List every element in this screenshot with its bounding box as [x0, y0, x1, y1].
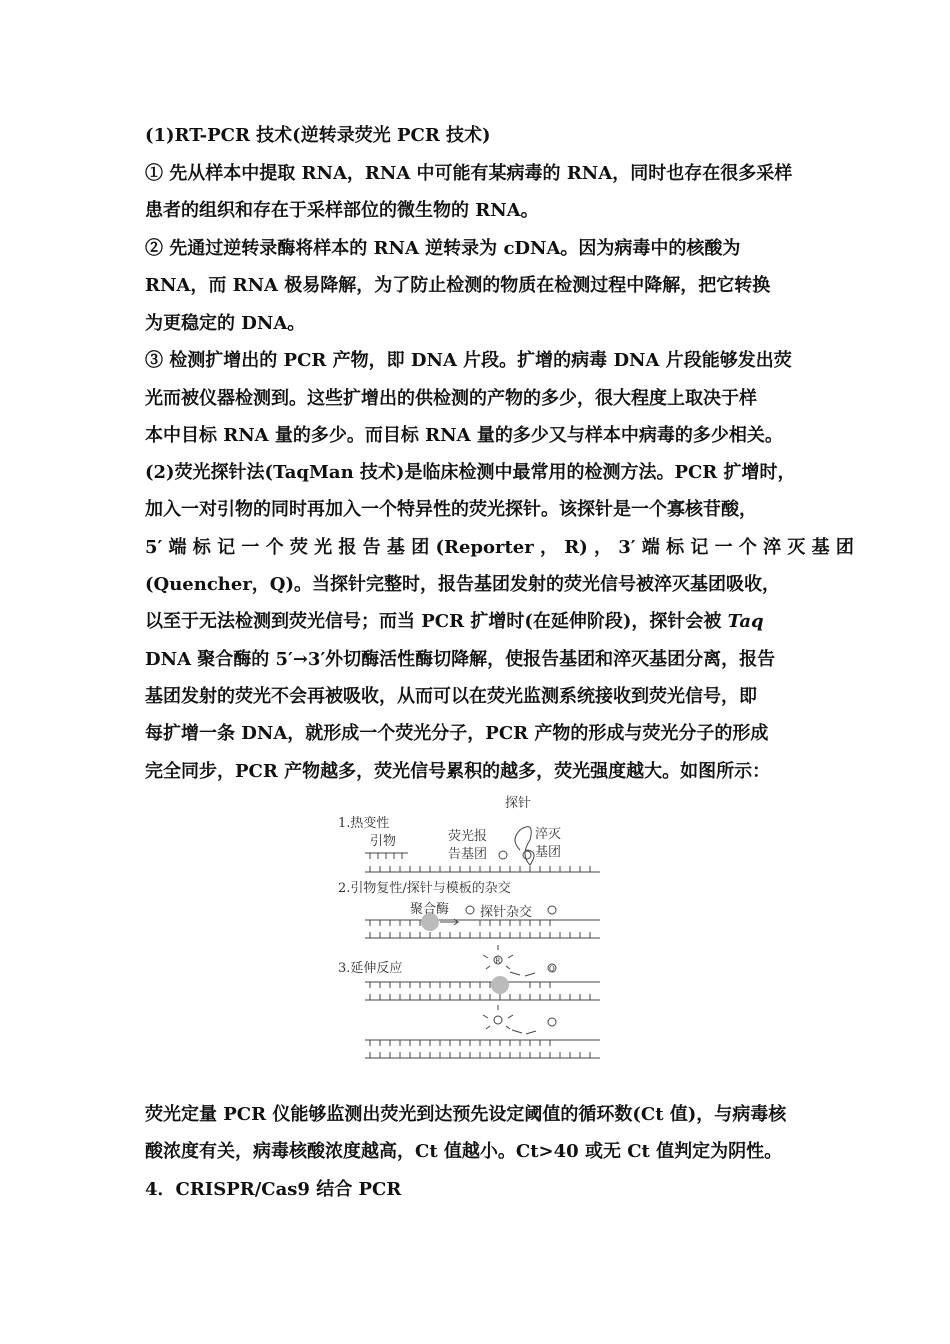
label-r: R	[495, 957, 501, 965]
text-line-with-taq	[145, 609, 825, 635]
label-step3: 3.延伸反应	[338, 961, 403, 976]
text-line: 每扩增一条 DNA，就形成一个荧光分子，PCR 产物的形成与荧光分子的形成	[145, 723, 769, 744]
section-heading: 4．CRISPR/Cas9 结合 PCR	[145, 1179, 402, 1200]
text-line: 患者的组织和存在于采样部位的微生物的 RNA。	[145, 200, 539, 221]
taqman-diagram	[330, 790, 620, 1070]
text-line: ② 先通过逆转录酶将样本的 RNA 逆转录为 cDNA。因为病毒中的核酸为	[145, 238, 741, 259]
label-polymerase: 聚合酶	[410, 902, 450, 917]
text-line: RNA，而 RNA 极易降解，为了防止检测的物质在检测过程中降解，把它转换	[145, 275, 771, 296]
text-line: (Quencher，Q)。当探针完整时，报告基团发射的荧光信号被淬灭基团吸收，	[145, 574, 780, 595]
text-line: (2)荧光探针法(TaqMan 技术)是临床检测中最常用的检测方法。PCR 扩增时，	[145, 462, 796, 483]
label-hybrid: 探针杂交	[480, 905, 533, 920]
text-line: 光而被仪器检测到。这些扩增出的供检测的产物的多少，很大程度上取决于样	[145, 388, 757, 409]
label-step2: 2.引物复性/探针与模板的杂交	[338, 881, 511, 896]
taq-italic: Taq	[727, 611, 764, 632]
text-line: (1)RT-PCR 技术(逆转录荧光 PCR 技术)	[145, 125, 491, 146]
label-reporter-2: 告基团	[448, 847, 488, 862]
label-quencher-2: 基团	[535, 845, 562, 860]
text-line: 5′ 端 标 记 一 个 荧 光 报 告 基 团 (Reporter ， R) ， 3′ 端 标 记 一 个 淬 灭 基 团	[145, 537, 854, 558]
text-line: ③ 检测扩增出的 PCR 产物，即 DNA 片段。扩增的病毒 DNA 片段能够发出荧	[145, 350, 792, 371]
text-line: 基团发射的荧光不会再被吸收，从而可以在荧光监测系统接收到荧光信号，即	[145, 686, 757, 707]
text-line: 本中目标 RNA 量的多少。而目标 RNA 量的多少又与样本中病毒的多少相关。	[145, 425, 783, 446]
text-line: ① 先从样本中提取 RNA，RNA 中可能有某病毒的 RNA，同时也存在很多采样	[145, 163, 793, 184]
text-line: 完全同步，PCR 产物越多，荧光信号累积的越多，荧光强度越大。如图所示：	[145, 761, 771, 782]
text-line: 酸浓度有关，病毒核酸浓度越高，Ct 值越小。Ct>40 或无 Ct 值判定为阴性。	[145, 1141, 783, 1162]
label-q: Q	[549, 965, 555, 973]
label-primer: 引物	[370, 834, 397, 849]
text-line: 荧光定量 PCR 仪能够监测出荧光到达预先设定阈值的循环数(Ct 值)，与病毒核	[145, 1104, 787, 1125]
label-step1: 1.热变性	[338, 816, 390, 831]
label-probe: 探针	[505, 796, 532, 811]
label-reporter-1: 荧光报	[448, 829, 488, 844]
polymerase-circle-2	[491, 976, 509, 994]
probe-curve	[515, 827, 534, 865]
text-line: 加入一对引物的同时再加入一个特异性的荧光探针。该探针是一个寡核苷酸，	[145, 499, 757, 520]
text-line: DNA 聚合酶的 5′→3′外切酶活性酶切降解，使报告基团和淬灭基团分离，报告	[145, 649, 776, 670]
diagram-svg	[330, 790, 620, 1070]
label-quencher-1: 淬灭	[535, 827, 562, 842]
text-segment: 以至于无法检测到荧光信号；而当 PCR 扩增时(在延伸阶段)，探针会被	[145, 611, 722, 632]
text-line: 为更稳定的 DNA。	[145, 313, 306, 334]
